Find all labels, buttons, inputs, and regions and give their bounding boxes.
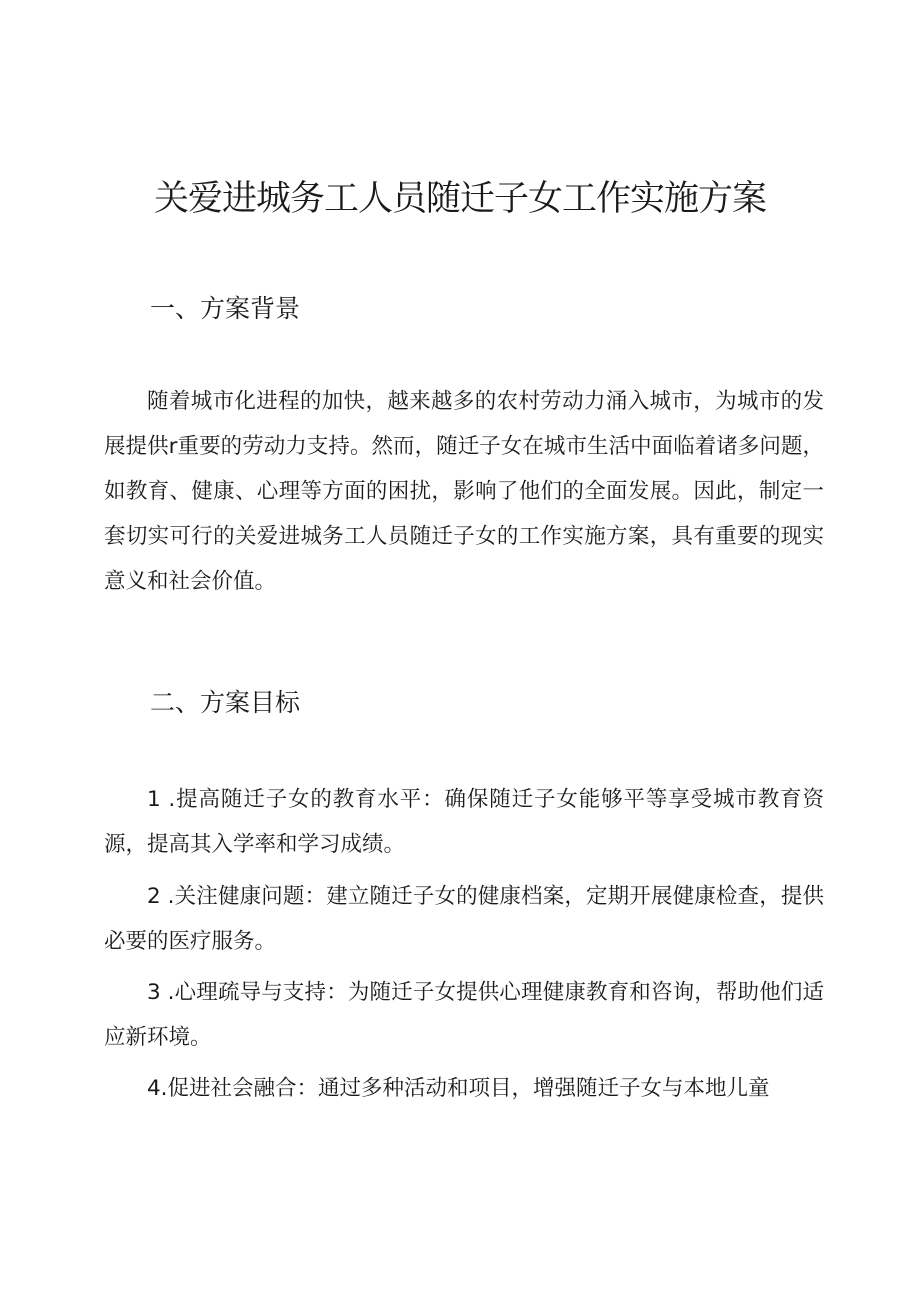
goal-item-1: 1 .提高随迁子女的教育水平：确保随迁子女能够平等享受城市教育资源，提高其入学率和学习成绩。 bbox=[104, 787, 824, 857]
section-heading-goals: 二、方案目标 bbox=[150, 688, 301, 717]
goal-item-3: 3 .心理疏导与支持：为随迁子女提供心理健康教育和咨询，帮助他们适应新环境。 bbox=[104, 980, 824, 1050]
background-paragraph: 随着城市化进程的加快，越来越多的农村劳动力涌入城市，为城市的发展提供r重要的劳动力支持。然而，随迁子女在城市生活中面临着诸多问题，如教育、健康、心理等方面的困扰，影响了他们的全面发展。因此，制定一套切实可行的关爱进城务工人员随迁子女的工作实施方案，具有重要的现实意义和社会价值。 bbox=[104, 389, 824, 594]
section-heading-background: 一、方案背景 bbox=[150, 294, 301, 323]
goal-item-2: 2 .关注健康问题：建立随迁子女的健康档案，定期开展健康检查，提供必要的医疗服务。 bbox=[104, 884, 824, 954]
document-title: 关爱进城务工人员随迁子女工作实施方案 bbox=[153, 179, 766, 219]
goal-item-4: 4.促进社会融合：通过多种活动和项目，增强随迁子女与本地儿童 bbox=[147, 1076, 770, 1101]
